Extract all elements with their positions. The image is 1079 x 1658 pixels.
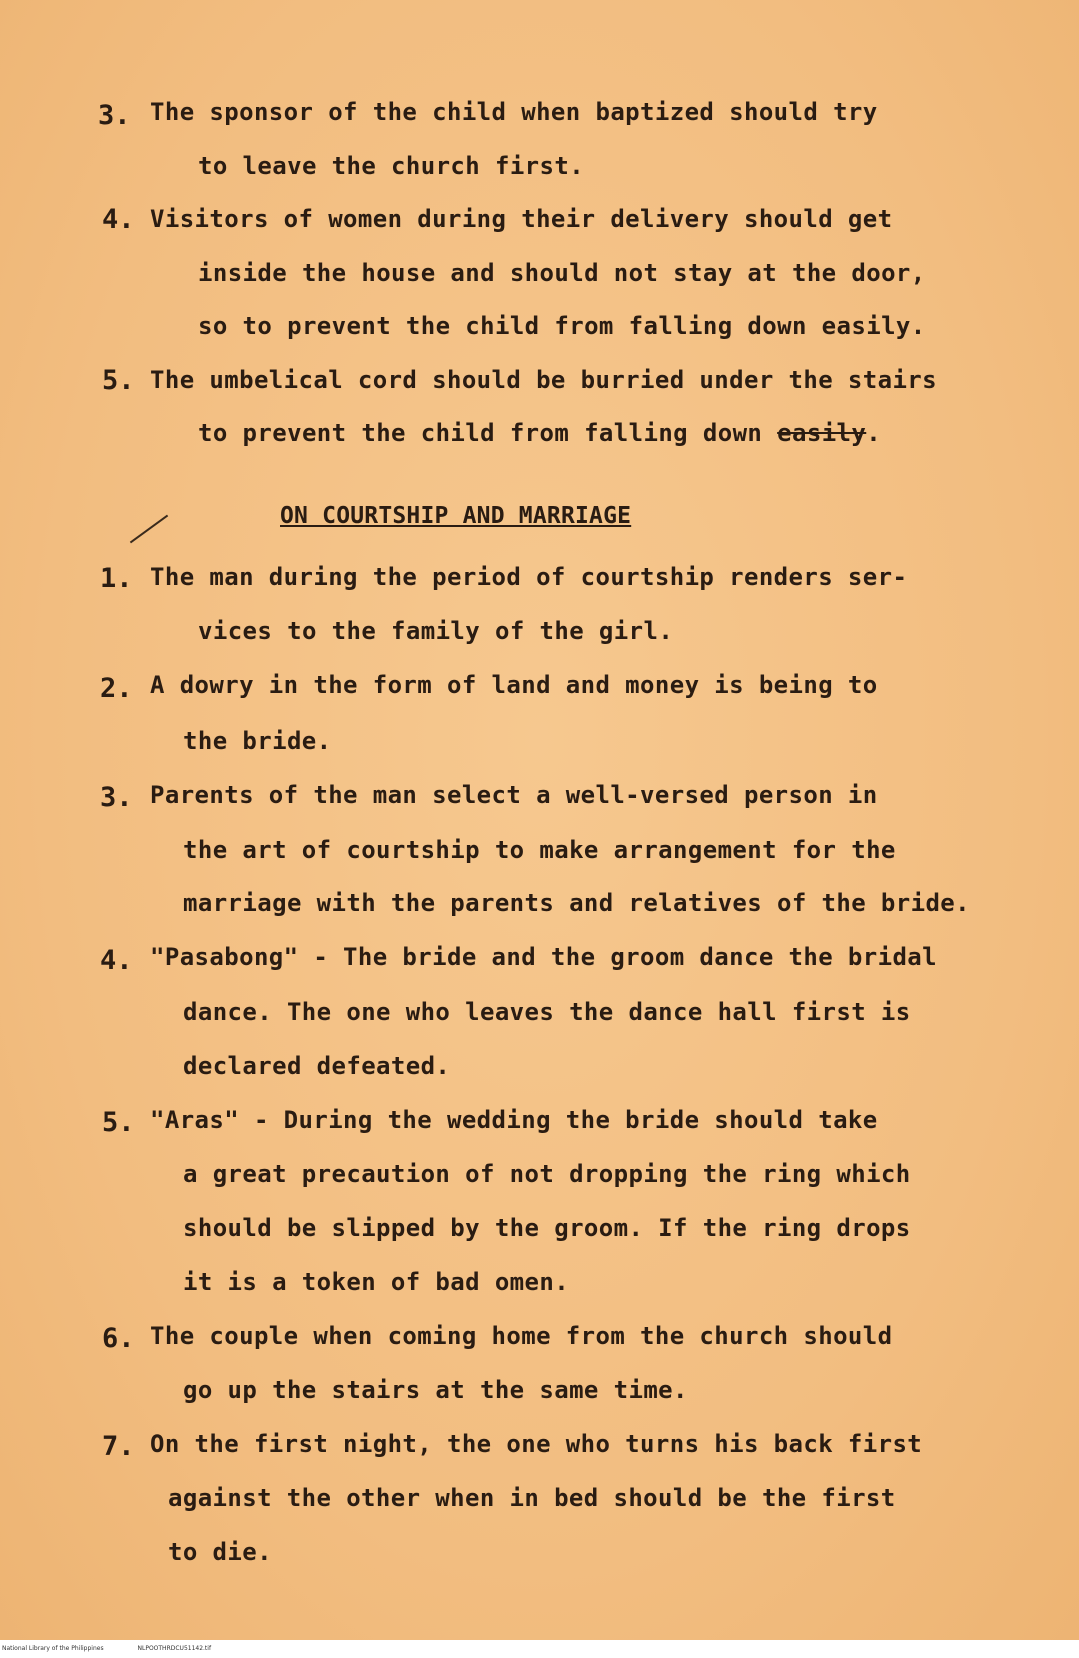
text-line: The sponsor of the child when baptized should try xyxy=(150,98,878,126)
text-line: "Aras" - During the wedding the bride should take xyxy=(150,1106,878,1134)
text-fragment: to prevent the child from falling down xyxy=(198,419,763,447)
item-number: 2. xyxy=(100,673,133,704)
item-number: 7. xyxy=(102,1431,135,1462)
text-line: the bride. xyxy=(183,727,332,755)
struck-word: easily xyxy=(777,419,867,447)
text-line: vices to the family of the girl. xyxy=(198,617,674,645)
item-number: 5. xyxy=(102,1107,135,1138)
item-number: 3. xyxy=(98,100,131,131)
text-line: a great precaution of not dropping the ring which xyxy=(183,1160,911,1188)
text-line: dance. The one who leaves the dance hall first is xyxy=(183,998,911,1026)
section-heading: ON COURTSHIP AND MARRIAGE xyxy=(280,503,632,529)
text-fragment: . xyxy=(866,419,882,447)
text-line: so to prevent the child from falling down easily. xyxy=(198,312,926,340)
text-line: to leave the church first. xyxy=(198,152,585,180)
text-line xyxy=(198,419,881,447)
text-line: the art of courtship to make arrangement for the xyxy=(183,836,896,864)
text-line: to die. xyxy=(168,1538,272,1566)
text-line: On the first night, the one who turns his back first xyxy=(150,1430,923,1458)
text-line: Visitors of women during their delivery should get xyxy=(150,205,893,233)
text-line: against the other when in bed should be the first xyxy=(168,1484,896,1512)
item-number: 4. xyxy=(100,945,133,976)
item-number: 4. xyxy=(102,204,135,235)
item-number: 3. xyxy=(100,782,133,813)
text-line: "Pasabong" - The bride and the groom dance the bridal xyxy=(150,943,938,971)
item-number: 6. xyxy=(102,1323,135,1354)
text-line: should be slipped by the groom. If the ring drops xyxy=(183,1214,911,1242)
text-line: it is a token of bad omen. xyxy=(183,1268,570,1296)
item-number: 5. xyxy=(102,365,135,396)
text-line: declared defeated. xyxy=(183,1052,451,1080)
text-line: The umbelical cord should be burried under the stairs xyxy=(150,366,938,394)
footer-file: NLPOOTHRDCU51142.tif xyxy=(137,1645,212,1652)
text-line: go up the stairs at the same time. xyxy=(183,1376,688,1404)
text-line: The man during the period of courtship renders ser- xyxy=(150,563,908,591)
footer-library: National Library of the Philippines xyxy=(2,1645,104,1652)
text-line: The couple when coming home from the church should xyxy=(150,1322,893,1350)
text-line: marriage with the parents and relatives of the bride. xyxy=(183,889,971,917)
text-line: inside the house and should not stay at the door, xyxy=(198,259,926,287)
item-number: 1. xyxy=(100,563,133,594)
text-line: A dowry in the form of land and money is being to xyxy=(150,671,878,699)
text-line: Parents of the man select a well-versed person in xyxy=(150,781,878,809)
pen-mark xyxy=(130,515,168,544)
scan-footer xyxy=(0,1640,1079,1658)
